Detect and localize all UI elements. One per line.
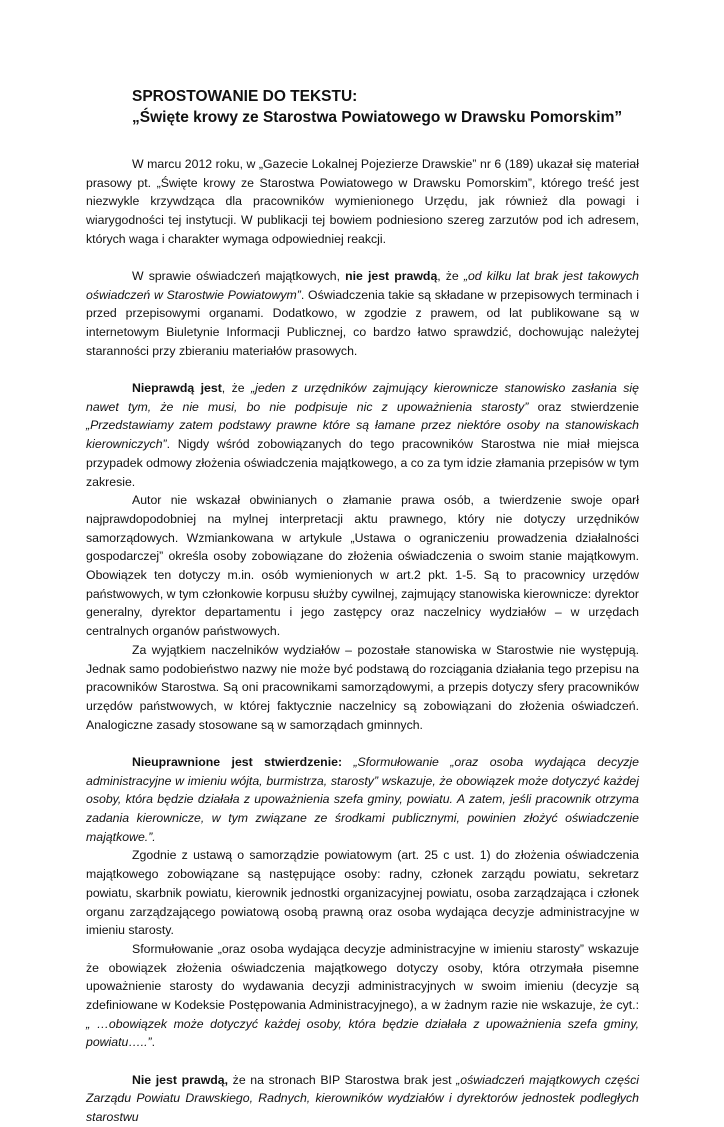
quote-run: „Sformułowanie „oraz osoba wydająca decyzje administracyjne w imieniu wójta, burmistrza, starosty” wskazuje, że obowiązek może dotyczyć każdej osoby, która będzie działała z upoważnienia szefa gminy, powiatu. A zatem, jeśli pracownik otrzyma zadania kierownicze, w tym związane ze środkami publicznymi, powinien złożyć oświadczenie majątkowe.”. [86,754,639,844]
bold-run: Nieprawdą jest [132,381,222,396]
quote-run: „Przedstawiamy zatem podstawy prawne które są łamane przez niektóre osoby na stanowiskach kierowniczych” [86,418,639,452]
title-line-1: SPROSTOWANIE DO TEKSTU: [132,88,358,105]
paragraph-unjustified-statement [86,753,639,847]
text-run: W sprawie oświadczeń majątkowych, [132,269,346,284]
paragraph-untrue-claim [86,379,639,491]
text-run: . [151,1035,156,1050]
text-run: , że [221,381,252,396]
bold-run: Nie jest prawdą, [132,1072,229,1087]
text-run: . Oświadczenia takie są składane w przepisowych terminach i przed przepisowymi organami. Dodatkowo, w zgodzie z prawem, od lat publikowane są w internetowym Biuletynie Informacji Publicznej, co bardzo łatwo sprawdzić, dochowując należytej staranności przy zbieraniu materiałów prasowych. [86,287,639,358]
quote-run: „ …obowiązek może dotyczyć każdej osoby, która będzie działała z upoważnienia szefa gminy, powiatu…..” [86,1016,639,1050]
text-run: . Nigdy wśród zobowiązanych do tego pracowników Starostwa nie miał miejsca przypadek odmowy złożenia oświadczenia majątkowego, a co za tym idzie złamania przepisów w tym zakresie. [86,437,639,489]
paragraph-bip [86,1071,639,1127]
paragraph-intro: W marcu 2012 roku, w „Gazecie Lokalnej Pojezierze Drawskie” nr 6 (189) ukazał się materiał prasowy pt. „Święte krowy ze Starostwa Powiatowego w Drawsku Pomorskim”, którego treść jest niezwykle krzywdząca dla pracowników wymienionego Urzędu, jak również dla powagi i wiarygodności tej instytucji. W publikacji tej bowiem podniesiono szereg zarzutów pod ich adresem, których waga i charakter wymaga odpowiedniej reakcji. [86,157,639,246]
paragraph-exception: Za wyjątkiem naczelników wydziałów – pozostałe stanowiska w Starostwie nie występują. Jednak samo podobieństwo nazwy nie może być podstawą do rozciągania działania tego przepisu na pracowników Starostwa. Są oni pracownikami samorządowymi, a przepis dotyczy sfery pracowników urzędów państwowych, w której faktycznie naczelnicy są zobowiązani do złożenia oświadczeń. Analogiczne zasady stosowane są w samorządach gminnych. [86,642,639,732]
document-title [132,86,639,128]
quote-run: „od kilku lat brak jest takowych oświadczeń w Starostwie Powiatowym” [86,269,639,302]
paragraph-act: Zgodnie z ustawą o samorządzie powiatowym (art. 25 c ust. 1) do złożenia oświadczenia majątkowego zobowiązane są następujące osoby: radny, członek zarządu powiatu, sekretarz powiatu, skarbnik powiatu, kierownik jednostki organizacyjnej powiatu, osoba zarządzająca i członek organu zarządzającego powiatową osobą prawną oraz osoba wydająca decyzje administracyjne w imieniu starosty. [86,848,639,938]
bold-run: Nieuprawnione jest stwierdzenie: [132,754,343,769]
text-run: oraz stwierdzenie [528,399,639,414]
quote-run: „oświadczeń majątkowych części Zarządu Powiatu Drawskiego, Radnych, kierowników wydziałów i dyrektorów jednostek podległych starostwu [86,1072,639,1125]
text-run: że na stronach BIP Starostwa brak jest [228,1072,457,1087]
paragraph-author: Autor nie wskazał obwinianych o złamanie prawa osób, a twierdzenie swoje oparł najprawdopodobniej na mylnej interpretacji aktu prawnego, który nie dotyczy urzędników samorządowych. Wzmiankowana w artykule „Ustawa o ograniczeniu prowadzenia działalności gospodarczej” określa osoby zobowiązane do złożenia oświadczenia o swoim stanie majątkowym. Obowiązek ten dotyczy m.in. osób wymienionych w art.2 pkt. 1-5. Są to pracownicy urzędów państwowych, w tym członkowie korpusu służby cywilnej, zajmujący stanowiska kierownicze: dyrektor generalny, dyrektor departamentu i jego zastępcy oraz naczelnicy wydziałów – w urzędach centralnych organów państwowych. [86,493,639,639]
document-content [86,86,639,1127]
paragraph-asset-declarations [86,267,639,361]
text-run: , że [437,269,464,284]
paragraph-formulation [86,940,639,1052]
quote-run: „jeden z urzędników zajmujący kierownicze stanowisko zasłania się nawet tym, że nie musi, bo nie podpisuje nic z upoważnienia starosty” [86,381,639,414]
bold-run: nie jest prawdą [345,269,438,284]
title-line-2: „Święte krowy ze Starostwa Powiatowego w Drawsku Pomorskim” [132,109,623,126]
document-body [86,155,639,1127]
text-run: Sformułowanie „oraz osoba wydająca decyzje administracyjne w imieniu starosty” wskazuje że obowiązek złożenia oświadczenia majątkowego dotyczy osoby, która otrzymała pisemne upoważnienie starosty do wydawania decyzji administracyjnych w swoim imieniu (decyzje są zdefiniowane w Kodeksie Postępowania Administracyjnego), a w żadnym razie nie wskazuje, że cyt.: [86,941,639,1013]
